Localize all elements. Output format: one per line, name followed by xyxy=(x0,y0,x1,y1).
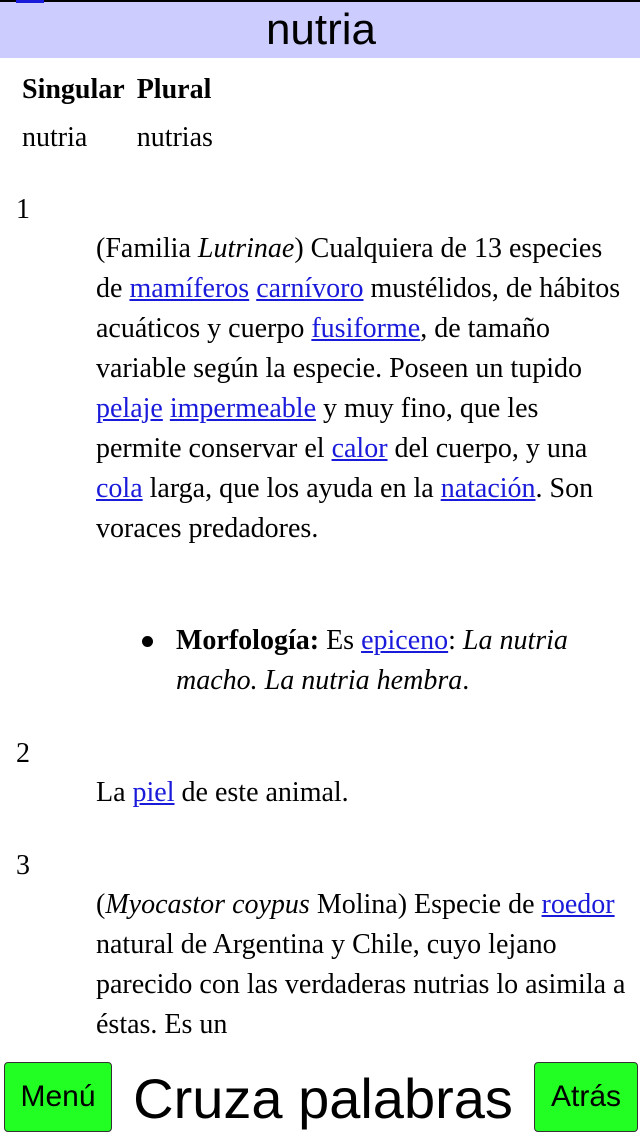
sense-number-1: 1 xyxy=(16,194,30,225)
note-label: Morfología: xyxy=(176,625,320,656)
link-roedor[interactable]: roedor xyxy=(541,889,615,920)
bullet-icon xyxy=(142,636,153,647)
taxon-name: Myocastor coypus xyxy=(105,889,310,920)
text: . xyxy=(462,665,470,696)
sense-definition-1 xyxy=(96,229,626,549)
usage-note xyxy=(176,621,636,701)
plural-form: nutrias xyxy=(136,122,213,153)
link-natacion[interactable]: natación xyxy=(440,473,536,504)
link-fusiforme[interactable]: fusiforme xyxy=(311,313,421,344)
text: natural de Argentina y Chile, cuyo lejano parecido con las verdaderas nutrias lo asimila a éstas. Es un xyxy=(96,929,626,1040)
sense-number-3: 3 xyxy=(16,850,30,881)
inflection-row xyxy=(22,114,225,162)
inflection-header-row xyxy=(22,66,225,114)
text: mustélidos, de hábitos acuáticos y cuerpo xyxy=(96,273,621,344)
text: ) Cualquiera de 13 especies de xyxy=(96,233,603,304)
page-title: nutria xyxy=(265,5,377,54)
taxon-name: Lutrinae xyxy=(197,233,295,264)
link-calor[interactable]: calor xyxy=(331,433,388,464)
link-pelaje[interactable]: pelaje xyxy=(96,393,163,424)
link-mamiferos[interactable]: mamíferos xyxy=(129,273,250,304)
back-button[interactable]: Atrás xyxy=(534,1062,638,1132)
text: , de tamaño variable según la especie. Poseen un tupido xyxy=(96,313,582,384)
usage-example: La nutria macho. La nutria hembra xyxy=(176,625,568,696)
text: : xyxy=(448,625,463,656)
text: de este animal. xyxy=(174,777,349,808)
definition-content[interactable] xyxy=(0,58,640,1060)
sense-definition-2 xyxy=(96,773,626,813)
text: . Son voraces predadores. xyxy=(96,473,594,544)
app-title: Cruza palabras xyxy=(133,1066,513,1130)
text: y muy fino, que les permite conservar el xyxy=(96,393,539,464)
text: ( xyxy=(96,889,106,920)
link-impermeable[interactable]: impermeable xyxy=(169,393,316,424)
bottom-toolbar xyxy=(0,1060,640,1136)
link-epiceno[interactable]: epiceno xyxy=(361,625,449,656)
link-carnivoro[interactable]: carnívoro xyxy=(256,273,364,304)
link-cola[interactable]: cola xyxy=(96,473,143,504)
text: La xyxy=(96,777,133,808)
text: larga, que los ayuda en la xyxy=(142,473,441,504)
text: del cuerpo, y una xyxy=(387,433,588,464)
singular-header: Singular xyxy=(22,74,125,105)
top-link[interactable] xyxy=(16,0,44,3)
text: (Familia xyxy=(96,233,198,264)
menu-button[interactable]: Menú xyxy=(4,1062,112,1132)
sense-number-2: 2 xyxy=(16,738,30,769)
header-left-area xyxy=(0,2,58,58)
inflection-table xyxy=(22,66,225,162)
page-header xyxy=(58,2,640,58)
text: Es xyxy=(319,625,362,656)
singular-form: nutria xyxy=(22,122,88,153)
text: Molina) Especie de xyxy=(309,889,542,920)
sense-definition-3 xyxy=(96,885,626,1045)
link-piel[interactable]: piel xyxy=(132,777,175,808)
plural-header: Plural xyxy=(136,74,212,105)
